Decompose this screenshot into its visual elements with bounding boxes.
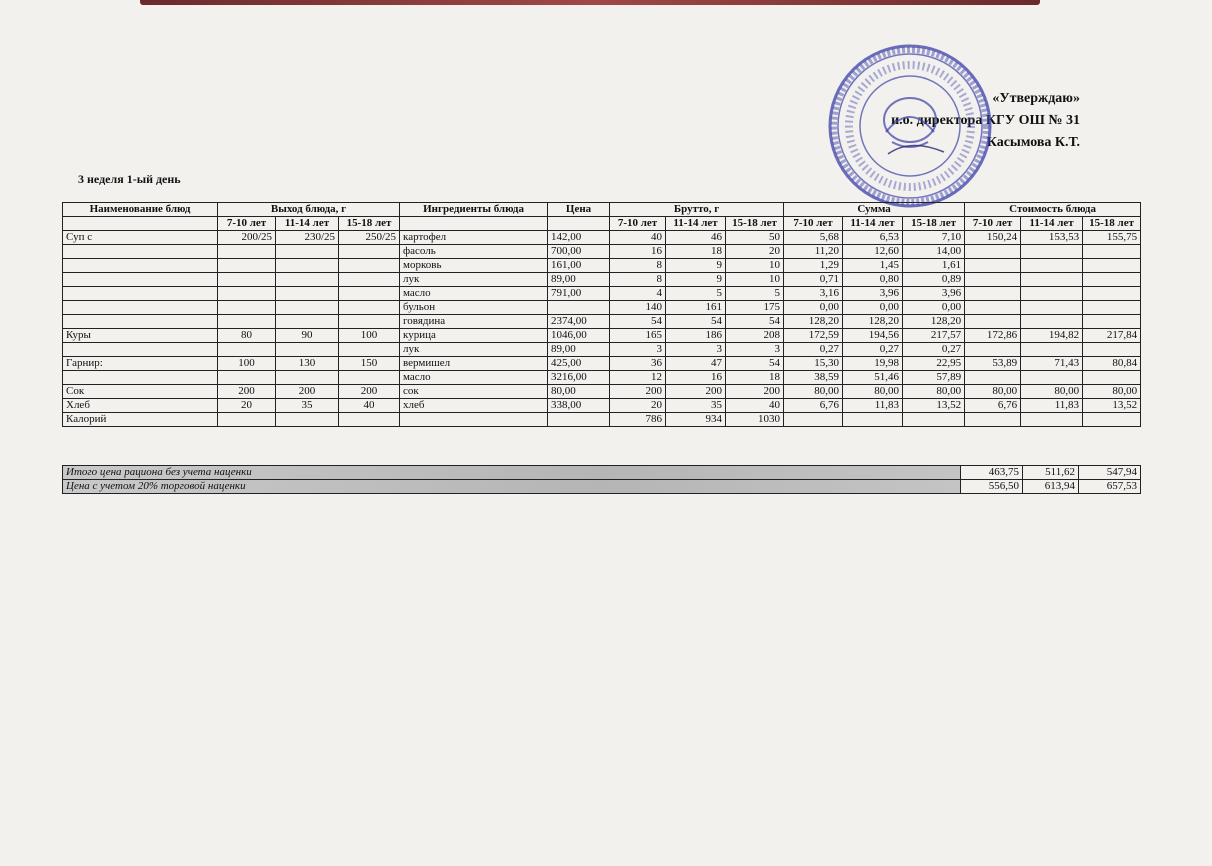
gross-cell-1: 786 [610, 413, 666, 427]
ingredient-cell: лук [400, 273, 548, 287]
cost-cell-2: 80,00 [1021, 385, 1083, 399]
portion-cell-3: 200 [339, 385, 400, 399]
portion-cell-3 [339, 301, 400, 315]
sum-cell-1: 3,16 [784, 287, 843, 301]
week-day-label: 3 неделя 1-ый день [78, 172, 181, 186]
gross-cell-3: 1030 [726, 413, 784, 427]
sum-cell-2 [843, 413, 903, 427]
sum-cell-1: 128,20 [784, 315, 843, 329]
portion-cell-3 [339, 343, 400, 357]
cost-cell-3: 80,84 [1083, 357, 1141, 371]
portion-cell-2 [276, 315, 339, 329]
price-cell: 425,00 [548, 357, 610, 371]
sum-cell-3: 80,00 [903, 385, 965, 399]
sum-cell-1: 0,00 [784, 301, 843, 315]
portion-cell-1: 20 [218, 399, 276, 413]
cost-cell-2: 71,43 [1021, 357, 1083, 371]
cost-cell-3 [1083, 301, 1141, 315]
cost-cell-2: 11,83 [1021, 399, 1083, 413]
gross-cell-2: 186 [666, 329, 726, 343]
cost-cell-3 [1083, 413, 1141, 427]
approval-line-1: «Утверждаю» [992, 91, 1080, 106]
header-gross: Брутто, г [610, 203, 784, 217]
ingredient-cell: бульон [400, 301, 548, 315]
price-cell: 2374,00 [548, 315, 610, 329]
portion-cell-3 [339, 245, 400, 259]
portion-cell-2 [276, 259, 339, 273]
ingredient-cell: говядина [400, 315, 548, 329]
portion-cell-2 [276, 371, 339, 385]
cost-cell-1: 172,86 [965, 329, 1021, 343]
gross-cell-3: 208 [726, 329, 784, 343]
cost-cell-1 [965, 259, 1021, 273]
header-sum-age-3: 15-18 лет [903, 217, 965, 231]
cost-cell-3: 217,84 [1083, 329, 1141, 343]
cost-cell-3 [1083, 371, 1141, 385]
sum-cell-1: 6,76 [784, 399, 843, 413]
portion-cell-2 [276, 245, 339, 259]
cost-cell-3 [1083, 245, 1141, 259]
cost-cell-2: 153,53 [1021, 231, 1083, 245]
totals-row [63, 466, 1141, 480]
gross-cell-1: 4 [610, 287, 666, 301]
table-row [63, 315, 1141, 329]
table-row [63, 259, 1141, 273]
table-row [63, 413, 1141, 427]
table-row [63, 273, 1141, 287]
cost-cell-1 [965, 413, 1021, 427]
gross-cell-1: 54 [610, 315, 666, 329]
gross-cell-2: 9 [666, 259, 726, 273]
gross-cell-2: 934 [666, 413, 726, 427]
table-row [63, 343, 1141, 357]
totals-value-1: 463,75 [961, 466, 1023, 480]
sum-cell-3: 22,95 [903, 357, 965, 371]
sum-cell-2: 128,20 [843, 315, 903, 329]
portion-cell-3 [339, 315, 400, 329]
dish-name-cell: Суп с [63, 231, 218, 245]
cost-cell-1 [965, 315, 1021, 329]
sum-cell-1: 1,29 [784, 259, 843, 273]
portion-cell-1 [218, 245, 276, 259]
sum-cell-3: 217,57 [903, 329, 965, 343]
header-sum: Сумма [784, 203, 965, 217]
cost-cell-1 [965, 301, 1021, 315]
cost-cell-2 [1021, 245, 1083, 259]
totals-label: Цена с учетом 20% торговой наценки [63, 480, 961, 494]
sum-cell-2: 12,60 [843, 245, 903, 259]
dish-name-cell [63, 259, 218, 273]
price-cell: 80,00 [548, 385, 610, 399]
cost-cell-3 [1083, 273, 1141, 287]
header-blank [548, 217, 610, 231]
gross-cell-2: 5 [666, 287, 726, 301]
portion-cell-1: 200/25 [218, 231, 276, 245]
sum-cell-2: 1,45 [843, 259, 903, 273]
gross-cell-2: 16 [666, 371, 726, 385]
portion-cell-3: 150 [339, 357, 400, 371]
dish-name-cell: Калорий [63, 413, 218, 427]
gross-cell-3: 200 [726, 385, 784, 399]
portion-cell-1 [218, 343, 276, 357]
sum-cell-1: 15,30 [784, 357, 843, 371]
portion-cell-1 [218, 371, 276, 385]
ingredient-cell: сок [400, 385, 548, 399]
sum-cell-2: 6,53 [843, 231, 903, 245]
gross-cell-3: 18 [726, 371, 784, 385]
table-row [63, 357, 1141, 371]
sum-cell-3: 0,00 [903, 301, 965, 315]
gross-cell-3: 10 [726, 273, 784, 287]
portion-cell-2 [276, 413, 339, 427]
portion-cell-3 [339, 287, 400, 301]
portion-cell-2: 35 [276, 399, 339, 413]
portion-cell-2: 90 [276, 329, 339, 343]
price-cell: 161,00 [548, 259, 610, 273]
portion-cell-1: 200 [218, 385, 276, 399]
cost-cell-3 [1083, 287, 1141, 301]
table-row [63, 329, 1141, 343]
totals-value-2: 511,62 [1023, 466, 1079, 480]
portion-cell-1: 100 [218, 357, 276, 371]
table-row [63, 287, 1141, 301]
price-cell: 3216,00 [548, 371, 610, 385]
sum-cell-2: 19,98 [843, 357, 903, 371]
header-ingredients: Ингредиенты блюда [400, 203, 548, 217]
portion-cell-2 [276, 343, 339, 357]
sum-cell-1: 11,20 [784, 245, 843, 259]
header-cost-age-3: 15-18 лет [1083, 217, 1141, 231]
price-cell: 142,00 [548, 231, 610, 245]
gross-cell-1: 8 [610, 259, 666, 273]
portion-cell-2 [276, 301, 339, 315]
sum-cell-3: 7,10 [903, 231, 965, 245]
header-gross-age-1: 7-10 лет [610, 217, 666, 231]
sum-cell-2: 80,00 [843, 385, 903, 399]
header-sum-age-2: 11-14 лет [843, 217, 903, 231]
sum-cell-3 [903, 413, 965, 427]
sum-cell-1: 0,27 [784, 343, 843, 357]
ingredient-cell [400, 413, 548, 427]
cost-cell-3 [1083, 259, 1141, 273]
totals-value-2: 613,94 [1023, 480, 1079, 494]
approval-line-3: Касымова К.Т. [986, 135, 1080, 150]
header-dish-name: Наименование блюд [63, 203, 218, 217]
table-row [63, 385, 1141, 399]
portion-cell-3: 250/25 [339, 231, 400, 245]
header-portion-age-2: 11-14 лет [276, 217, 339, 231]
header-blank [400, 217, 548, 231]
totals-value-3: 547,94 [1079, 466, 1141, 480]
sum-cell-3: 0,27 [903, 343, 965, 357]
dish-name-cell: Хлеб [63, 399, 218, 413]
header-gross-age-2: 11-14 лет [666, 217, 726, 231]
ingredient-cell: масло [400, 287, 548, 301]
sum-cell-1: 5,68 [784, 231, 843, 245]
gross-cell-1: 140 [610, 301, 666, 315]
sum-cell-3: 128,20 [903, 315, 965, 329]
portion-cell-3 [339, 273, 400, 287]
cost-cell-3: 13,52 [1083, 399, 1141, 413]
approval-line-2: и.о. директора КГУ ОШ № 31 [891, 113, 1080, 128]
price-cell: 338,00 [548, 399, 610, 413]
gross-cell-1: 165 [610, 329, 666, 343]
totals-row [63, 480, 1141, 494]
portion-cell-1 [218, 273, 276, 287]
table-row [63, 399, 1141, 413]
price-cell [548, 413, 610, 427]
sum-cell-1: 172,59 [784, 329, 843, 343]
cost-cell-2 [1021, 301, 1083, 315]
ingredient-cell: масло [400, 371, 548, 385]
menu-table [62, 202, 1141, 427]
sum-cell-2: 194,56 [843, 329, 903, 343]
gross-cell-1: 36 [610, 357, 666, 371]
gross-cell-3: 20 [726, 245, 784, 259]
cost-cell-1 [965, 245, 1021, 259]
portion-cell-2 [276, 287, 339, 301]
price-cell: 700,00 [548, 245, 610, 259]
cost-cell-1 [965, 273, 1021, 287]
sum-cell-1 [784, 413, 843, 427]
cost-cell-1: 80,00 [965, 385, 1021, 399]
gross-cell-1: 12 [610, 371, 666, 385]
sum-cell-3: 14,00 [903, 245, 965, 259]
price-cell: 791,00 [548, 287, 610, 301]
gross-cell-2: 9 [666, 273, 726, 287]
sum-cell-2: 0,00 [843, 301, 903, 315]
portion-cell-1 [218, 413, 276, 427]
gross-cell-3: 50 [726, 231, 784, 245]
gross-cell-3: 54 [726, 315, 784, 329]
ingredient-cell: фасоль [400, 245, 548, 259]
header-cost: Стоимость блюда [965, 203, 1141, 217]
portion-cell-1 [218, 315, 276, 329]
cost-cell-1 [965, 371, 1021, 385]
ingredient-cell: хлеб [400, 399, 548, 413]
sum-cell-3: 0,89 [903, 273, 965, 287]
gross-cell-3: 175 [726, 301, 784, 315]
gross-cell-1: 200 [610, 385, 666, 399]
gross-cell-2: 47 [666, 357, 726, 371]
gross-cell-2: 3 [666, 343, 726, 357]
dish-name-cell [63, 287, 218, 301]
header-sum-age-1: 7-10 лет [784, 217, 843, 231]
portion-cell-1 [218, 301, 276, 315]
sum-cell-2: 11,83 [843, 399, 903, 413]
header-row-1 [63, 203, 1141, 217]
portion-cell-3 [339, 413, 400, 427]
portion-cell-3 [339, 259, 400, 273]
totals-value-3: 657,53 [1079, 480, 1141, 494]
table-row [63, 301, 1141, 315]
gross-cell-1: 40 [610, 231, 666, 245]
table-row [63, 245, 1141, 259]
ingredient-cell: морковь [400, 259, 548, 273]
ingredient-cell: вермишел [400, 357, 548, 371]
sum-cell-3: 57,89 [903, 371, 965, 385]
gross-cell-3: 54 [726, 357, 784, 371]
cost-cell-2 [1021, 259, 1083, 273]
sum-cell-3: 13,52 [903, 399, 965, 413]
ingredient-cell: картофел [400, 231, 548, 245]
cost-cell-1 [965, 287, 1021, 301]
gross-cell-2: 200 [666, 385, 726, 399]
top-edge-strip [140, 0, 1040, 5]
header-portion-age-1: 7-10 лет [218, 217, 276, 231]
cost-cell-2 [1021, 343, 1083, 357]
header-cost-age-1: 7-10 лет [965, 217, 1021, 231]
gross-cell-1: 8 [610, 273, 666, 287]
sum-cell-2: 3,96 [843, 287, 903, 301]
dish-name-cell: Куры [63, 329, 218, 343]
header-row-2 [63, 217, 1141, 231]
gross-cell-3: 40 [726, 399, 784, 413]
cost-cell-1: 6,76 [965, 399, 1021, 413]
sum-cell-2: 0,80 [843, 273, 903, 287]
cost-cell-3: 80,00 [1083, 385, 1141, 399]
totals-value-1: 556,50 [961, 480, 1023, 494]
cost-cell-3 [1083, 315, 1141, 329]
price-cell: 1046,00 [548, 329, 610, 343]
portion-cell-1 [218, 287, 276, 301]
portion-cell-1 [218, 259, 276, 273]
dish-name-cell: Сок [63, 385, 218, 399]
gross-cell-2: 35 [666, 399, 726, 413]
sum-cell-2: 51,46 [843, 371, 903, 385]
portion-cell-2: 200 [276, 385, 339, 399]
sum-cell-1: 0,71 [784, 273, 843, 287]
portion-cell-2: 230/25 [276, 231, 339, 245]
dish-name-cell [63, 273, 218, 287]
portion-cell-1: 80 [218, 329, 276, 343]
cost-cell-1 [965, 343, 1021, 357]
cost-cell-1: 53,89 [965, 357, 1021, 371]
portion-cell-3: 100 [339, 329, 400, 343]
cost-cell-3 [1083, 343, 1141, 357]
table-row [63, 371, 1141, 385]
dish-name-cell: Гарнир: [63, 357, 218, 371]
header-gross-age-3: 15-18 лет [726, 217, 784, 231]
cost-cell-3: 155,75 [1083, 231, 1141, 245]
gross-cell-3: 3 [726, 343, 784, 357]
gross-cell-2: 54 [666, 315, 726, 329]
dish-name-cell [63, 301, 218, 315]
portion-cell-2 [276, 273, 339, 287]
cost-cell-2 [1021, 315, 1083, 329]
gross-cell-1: 20 [610, 399, 666, 413]
portion-cell-2: 130 [276, 357, 339, 371]
dish-name-cell [63, 343, 218, 357]
table-row [63, 231, 1141, 245]
portion-cell-3 [339, 371, 400, 385]
sum-cell-1: 80,00 [784, 385, 843, 399]
header-portion: Выход блюда, г [218, 203, 400, 217]
portion-cell-3: 40 [339, 399, 400, 413]
sum-cell-3: 3,96 [903, 287, 965, 301]
gross-cell-2: 46 [666, 231, 726, 245]
gross-cell-1: 3 [610, 343, 666, 357]
header-portion-age-3: 15-18 лет [339, 217, 400, 231]
sum-cell-1: 38,59 [784, 371, 843, 385]
price-cell [548, 301, 610, 315]
totals-label: Итого цена рациона без учета наценки [63, 466, 961, 480]
header-cost-age-2: 11-14 лет [1021, 217, 1083, 231]
dish-name-cell [63, 371, 218, 385]
cost-cell-2: 194,82 [1021, 329, 1083, 343]
totals-table [62, 465, 1141, 494]
ingredient-cell: курица [400, 329, 548, 343]
official-seal-stamp [826, 42, 994, 210]
cost-cell-2 [1021, 273, 1083, 287]
gross-cell-3: 5 [726, 287, 784, 301]
gross-cell-2: 161 [666, 301, 726, 315]
price-cell: 89,00 [548, 343, 610, 357]
header-blank [63, 217, 218, 231]
cost-cell-2 [1021, 287, 1083, 301]
price-cell: 89,00 [548, 273, 610, 287]
dish-name-cell [63, 315, 218, 329]
sum-cell-2: 0,27 [843, 343, 903, 357]
header-price: Цена [548, 203, 610, 217]
gross-cell-3: 10 [726, 259, 784, 273]
ingredient-cell: лук [400, 343, 548, 357]
gross-cell-1: 16 [610, 245, 666, 259]
cost-cell-1: 150,24 [965, 231, 1021, 245]
dish-name-cell [63, 245, 218, 259]
cost-cell-2 [1021, 371, 1083, 385]
cost-cell-2 [1021, 413, 1083, 427]
sum-cell-3: 1,61 [903, 259, 965, 273]
gross-cell-2: 18 [666, 245, 726, 259]
